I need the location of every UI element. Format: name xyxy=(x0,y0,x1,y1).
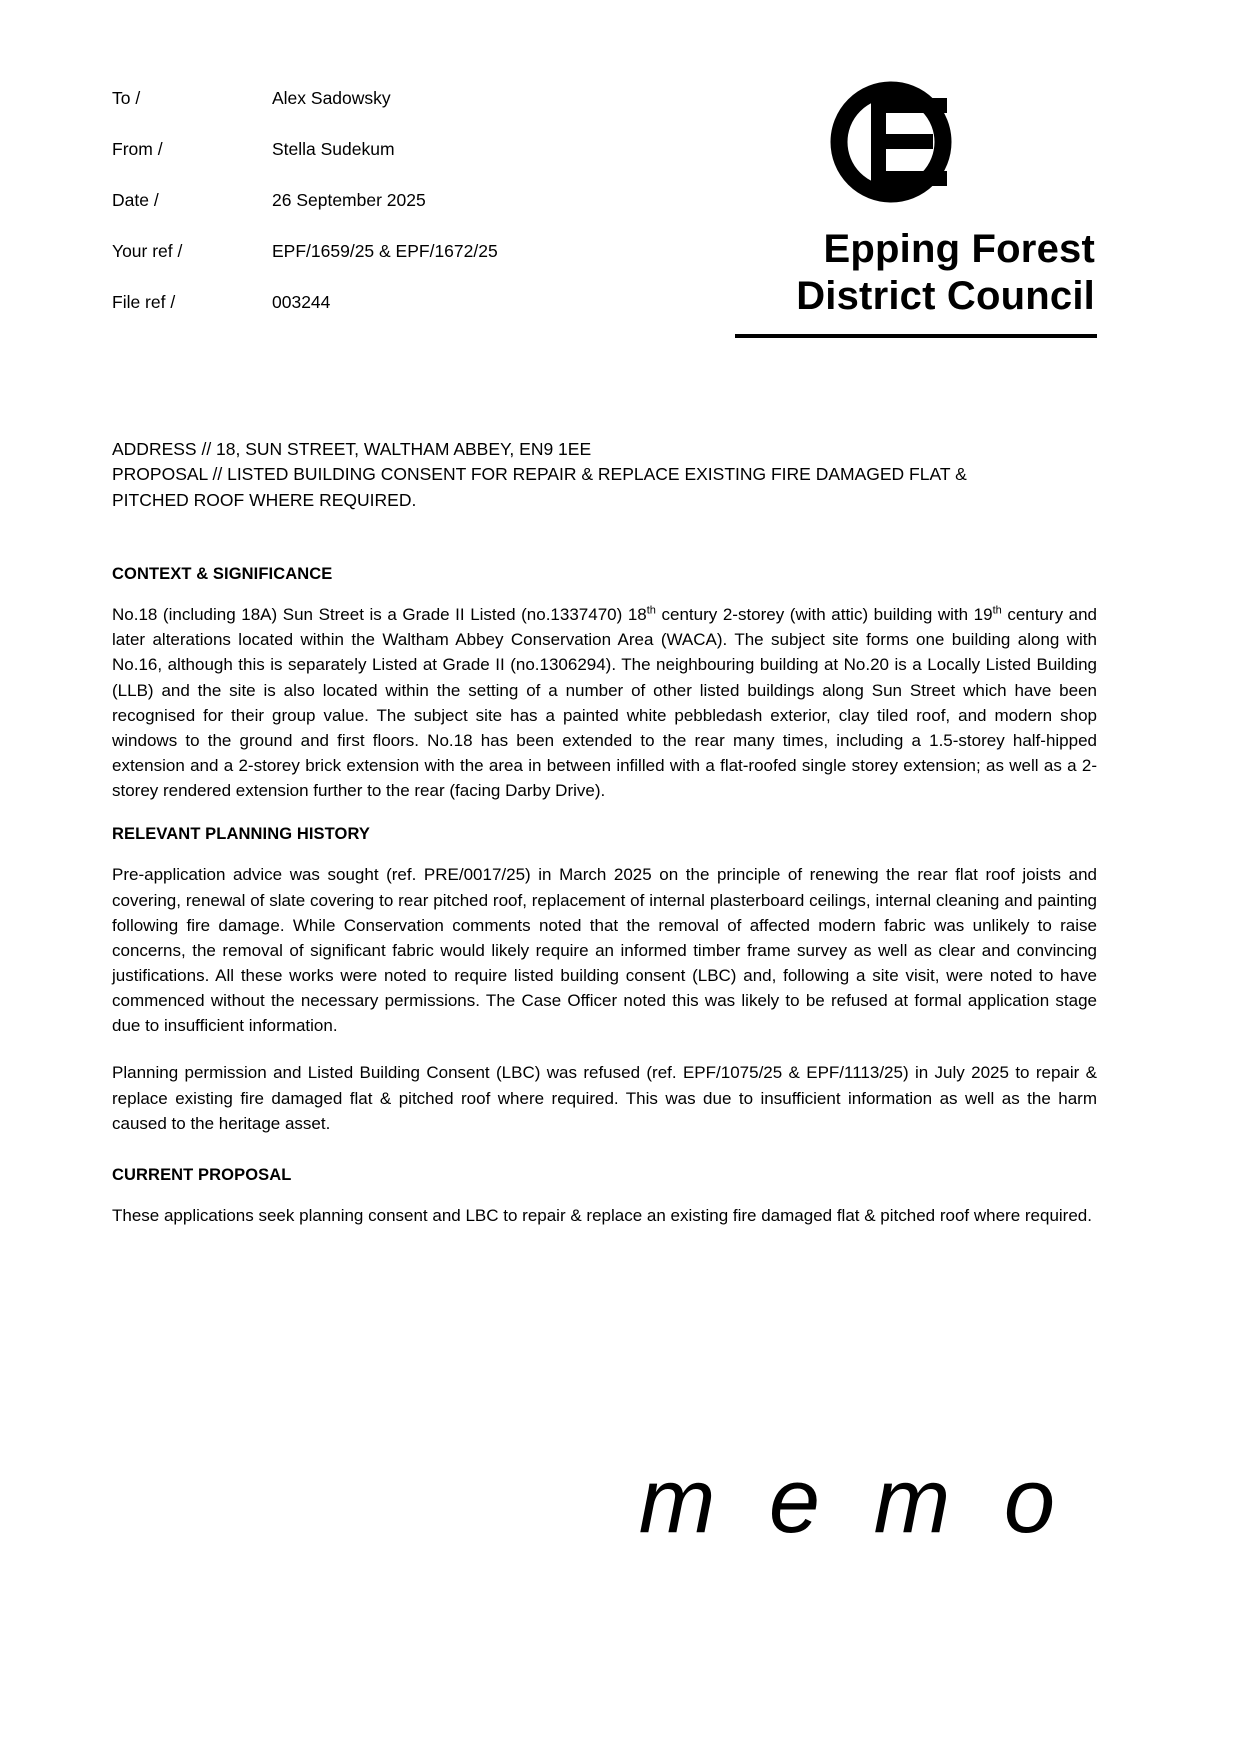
proposal-line-2: PITCHED ROOF WHERE REQUIRED. xyxy=(112,489,417,510)
paragraph-history-2: Planning permission and Listed Building Consent (LBC) was refused (ref. EPF/1075/25 & EPF/1113/25) in July 2025 to repair & replace existing fire damaged flat & pitched roof where required. This was due to insufficient information as well as the harm caused to the heritage asset. xyxy=(112,1063,1097,1133)
memo-watermark: m e m o xyxy=(638,1450,1069,1552)
context-text-a: No.18 (including 18A) Sun Street is a Grade II Listed (no.1337470) 18 xyxy=(112,605,647,625)
context-text-b: century 2-storey (with attic) building with 19 xyxy=(655,605,993,625)
address-proposal-block xyxy=(112,437,1097,513)
heading-relevant-planning-history: RELEVANT PLANNING HISTORY xyxy=(112,825,370,844)
heading-current-proposal: CURRENT PROPOSAL xyxy=(112,1165,292,1184)
proposal-line-1: PROPOSAL // LISTED BUILDING CONSENT FOR REPAIR & REPLACE EXISTING FIRE DAMAGED FLAT & xyxy=(112,464,967,485)
logo-text-line2: District Council xyxy=(796,274,1095,319)
paragraph-context xyxy=(112,602,1097,803)
paragraph-history-1: Pre-application advice was sought (ref. PRE/0017/25) in March 2025 on the principle of renewing the rear flat roof joists and covering, renewal of slate covering to rear pitched roof, replacement of internal plasterboard ceilings, internal cleaning and painting following fire damage. While Conservation comments noted that the removal of affected modern fabric was unlikely to raise concerns, the removal of significant fabric would likely require an informed timber frame survey as well as clear and convincing justifications. All these works were noted to require listed building consent (LBC) and, following a site visit, were noted to have commenced without the necessary permissions. The Case Officer noted this was likely to be refused at formal application stage due to insufficient information. xyxy=(112,865,1097,1036)
logo-text-line1: Epping Forest xyxy=(823,227,1095,271)
heading-context-significance: CONTEXT & SIGNIFICANCE xyxy=(112,565,333,584)
context-text-c: century and later alterations located within the Waltham Abbey Conservation Area (WACA). The subject site forms one building along with No.16, although this is separately Listed at Grade II (no.1306294). The neighbouring building at No.20 is a Locally Listed Building (LLB) and the site is also located within the setting of a number of other listed buildings along Sun Street which have been recognised for their group value. The subject site has a painted white pebbledash exterior, clay tiled roof, and modern shop windows to the ground and first floors. No.18 has been extended to the rear many times, including a 1.5-storey half-hipped extension and a 2-storey brick extension with the area in between infilled with a flat-roofed single storey extension; as well as a 2-storey rendered extension further to the rear (facing Darby Drive). xyxy=(112,605,1098,801)
memo-field-from xyxy=(112,139,672,160)
memo-field-file-ref-value: 003244 xyxy=(272,292,331,312)
memo-field-file-ref xyxy=(112,292,672,313)
memo-field-to-value: Alex Sadowsky xyxy=(272,88,391,108)
address-line: ADDRESS // 18, SUN STREET, WALTHAM ABBEY, EN9 1EE xyxy=(112,439,592,459)
memo-field-date-label: Date / xyxy=(112,190,159,210)
memo-field-your-ref-value: EPF/1659/25 & EPF/1672/25 xyxy=(272,241,498,261)
memo-meta-fields xyxy=(112,88,672,343)
memo-field-your-ref-label: Your ref / xyxy=(112,241,183,261)
document-body xyxy=(112,437,1097,1250)
council-logo xyxy=(697,78,1097,338)
paragraph-current-proposal: These applications seek planning consent and LBC to repair & replace an existing fire damaged flat & pitched roof where required. xyxy=(112,1205,1092,1225)
ef-monogram-icon xyxy=(827,78,967,218)
memo-field-file-ref-label: File ref / xyxy=(112,292,176,312)
context-sup-2: th xyxy=(992,604,1002,617)
memo-field-your-ref xyxy=(112,241,672,262)
page-content xyxy=(112,0,1097,1755)
memo-field-date-value: 26 September 2025 xyxy=(272,190,426,210)
memo-field-from-value: Stella Sudekum xyxy=(272,139,395,159)
logo-underline xyxy=(735,334,1097,338)
memo-field-from-label: From / xyxy=(112,139,163,159)
memo-field-to-label: To / xyxy=(112,88,141,108)
memo-field-date xyxy=(112,190,672,211)
memo-field-to xyxy=(112,88,672,109)
context-sup-1: th xyxy=(646,604,656,617)
